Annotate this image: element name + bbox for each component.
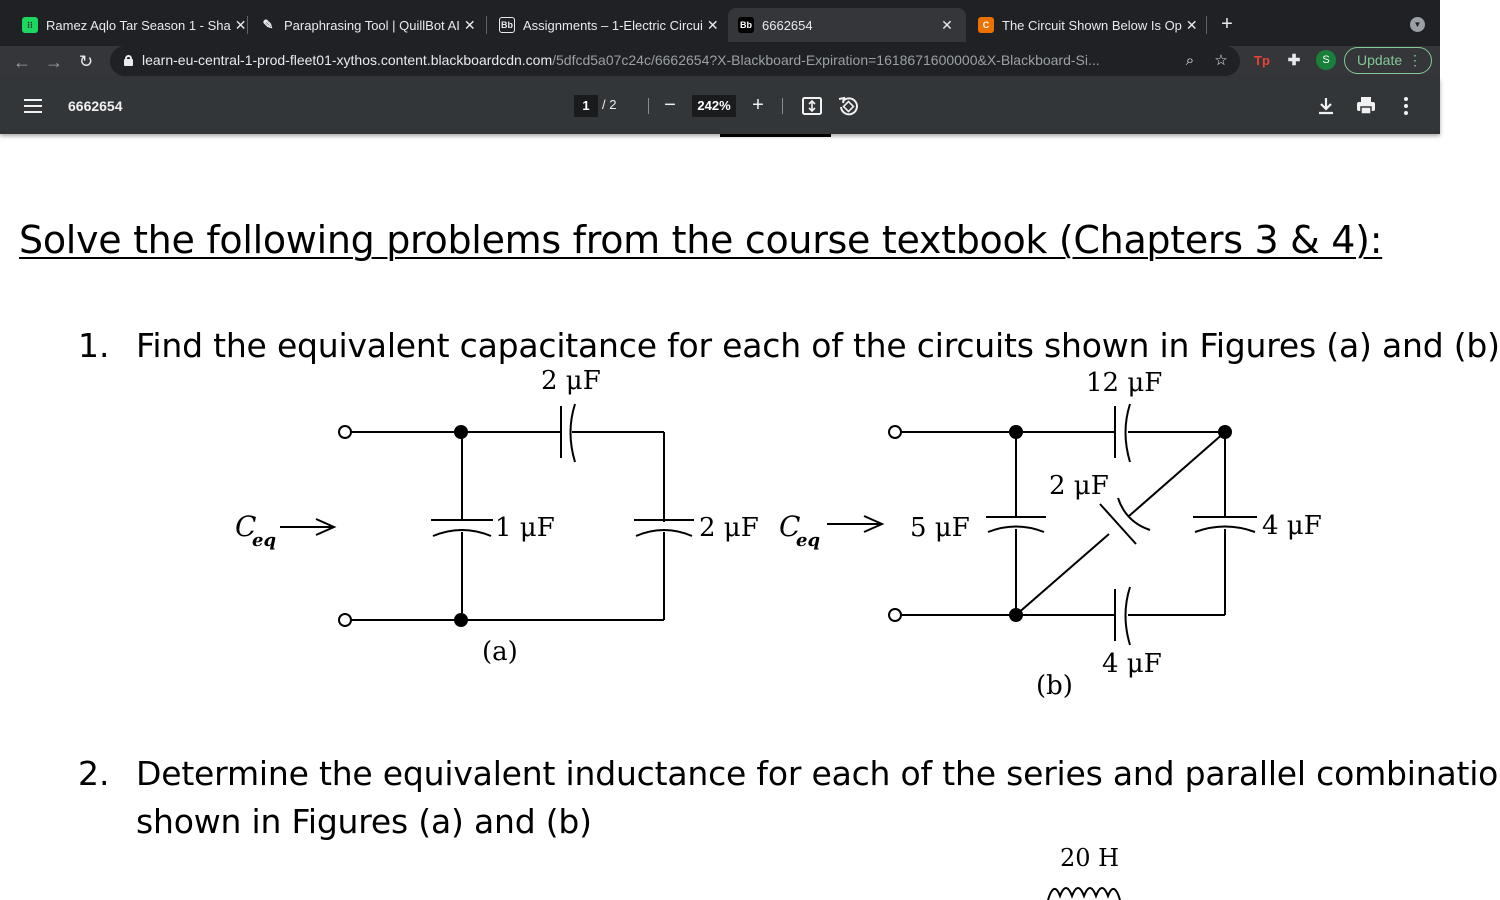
blackboard-icon: Bb (499, 17, 515, 33)
tab-divider (1206, 16, 1207, 34)
url-host: learn-eu-central-1-prod-fleet01-xythos.content.blackboardcdn.com (142, 52, 553, 68)
tab-divider (247, 16, 248, 34)
blackboard-icon: Bb (738, 17, 754, 33)
inductor-figure (1030, 840, 1150, 900)
tab-6662654[interactable] (728, 8, 966, 42)
profile-avatar[interactable]: S (1316, 50, 1336, 70)
menu-icon[interactable] (24, 99, 42, 113)
tab-assignments[interactable] (489, 8, 721, 42)
music-grid-icon: ⁝⁝ (22, 17, 38, 33)
tab-ramez[interactable] (12, 8, 247, 42)
fit-to-page-icon[interactable] (800, 94, 824, 118)
lock-icon[interactable] (124, 55, 133, 66)
forward-button[interactable]: → (45, 52, 63, 72)
url-text[interactable] (142, 52, 1100, 68)
problem-2-number: 2. (78, 754, 110, 793)
capacitor-circuits-figure (230, 364, 1360, 709)
chegg-icon: C (978, 17, 994, 33)
fig-a-label-right-cap: 2 μF (699, 513, 759, 543)
tab-search-icon[interactable]: ▼ (1410, 17, 1425, 32)
extensions-puzzle-icon[interactable]: ✚ (1287, 52, 1301, 69)
problem-1-text: Find the equivalent capacitance for each of the circuits shown in Figures (a) and (b) (136, 326, 1500, 365)
back-button[interactable]: ← (13, 52, 31, 72)
problem-2-text-line2: shown in Figures (a) and (b) (136, 802, 592, 841)
bookmark-star-icon[interactable]: ☆ (1214, 52, 1228, 69)
tab-title: Paraphrasing Tool | QuillBot AI (284, 17, 460, 33)
zoom-in-button[interactable]: + (752, 94, 764, 116)
download-icon[interactable] (1314, 94, 1338, 118)
update-button[interactable] (1344, 47, 1432, 74)
problem-2-text-line1: Determine the equivalent inductance for each of the series and parallel combinatio (136, 754, 1499, 793)
page-total: / 2 (602, 97, 617, 112)
browser-toolbar (0, 46, 1440, 78)
tab-quillbot[interactable] (250, 8, 482, 42)
zoom-out-button[interactable]: − (664, 94, 676, 116)
inductor-label: 20 H (1060, 844, 1120, 872)
more-vert-icon: ⋮ (1408, 52, 1422, 68)
close-icon[interactable]: ✕ (941, 16, 953, 33)
zoom-magnifier-icon[interactable]: ⌕ (1185, 52, 1195, 69)
update-label: Update (1357, 52, 1403, 68)
zoom-level-input[interactable]: 242% (692, 95, 736, 117)
fig-b-ceq-label: C (779, 510, 801, 543)
url-path: /5dfcd5a07c24c/6662654?X-Blackboard-Expiration=1618671600000&X-Blackboard-Si... (552, 52, 1100, 68)
toolbar-divider (648, 98, 649, 114)
fig-b-caption: (b) (1036, 671, 1073, 701)
address-bar[interactable] (110, 46, 1240, 76)
pdf-page (0, 134, 1500, 900)
fig-b-label-bottom-cap: 4 μF (1102, 649, 1162, 679)
section-heading: Solve the following problems from the course textbook (Chapters 3 & 4): (19, 218, 1383, 262)
fig-b-label-left-cap: 5 μF (910, 513, 970, 543)
tab-title: Ramez Aqlo Tar Season 1 - Sha (46, 17, 231, 33)
tab-chegg[interactable] (968, 8, 1204, 42)
fig-a-label-top-cap: 2 μF (541, 366, 601, 396)
close-icon[interactable]: ✕ (463, 16, 476, 33)
fig-b-ceq-subscript: eq (796, 530, 821, 551)
reload-button[interactable]: ↻ (78, 52, 94, 71)
close-icon[interactable]: ✕ (706, 16, 719, 33)
tab-divider (486, 16, 487, 34)
tab-title: Assignments – 1-Electric Circui (523, 17, 703, 33)
page-number-input[interactable]: 1 (574, 95, 598, 117)
fig-a-ceq-subscript: eq (252, 530, 277, 551)
tab-title: The Circuit Shown Below Is Op (1002, 17, 1182, 33)
fig-a-label-left-cap: 1 μF (495, 513, 555, 543)
problem-1-number: 1. (78, 326, 110, 365)
rotate-icon[interactable] (836, 94, 860, 118)
print-icon[interactable] (1354, 94, 1378, 118)
new-tab-button[interactable]: + (1221, 13, 1233, 35)
close-icon[interactable]: ✕ (234, 16, 247, 33)
tab-title: 6662654 (762, 17, 813, 33)
fig-b-label-top-cap: 12 μF (1086, 368, 1163, 398)
toolbar-divider (782, 98, 783, 114)
close-icon[interactable]: ✕ (1185, 16, 1198, 33)
fig-a-caption: (a) (482, 637, 518, 667)
document-title: 6662654 (68, 98, 123, 114)
fig-b-label-right-cap: 4 μF (1262, 511, 1322, 541)
pdf-toolbar (0, 78, 1440, 134)
fig-a-ceq-label: C (235, 510, 257, 543)
tab-strip (0, 0, 1440, 46)
more-options-icon[interactable] (1394, 94, 1418, 118)
quill-icon: ✎ (262, 17, 274, 32)
extension-tp-icon[interactable]: Tp (1254, 53, 1270, 68)
fig-b-label-diag-cap: 2 μF (1049, 471, 1109, 501)
